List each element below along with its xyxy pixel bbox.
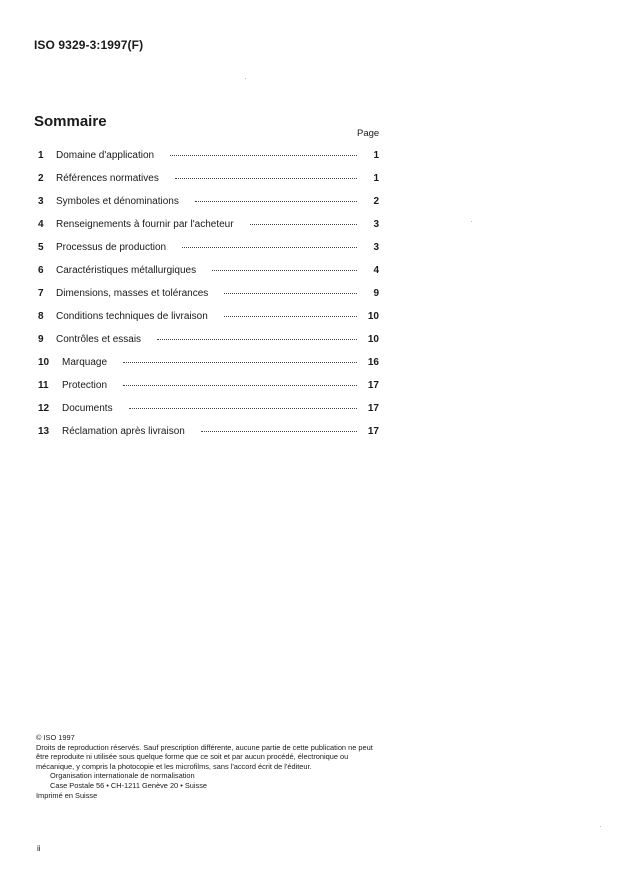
toc-entry-label: Contrôles et essais (56, 334, 142, 345)
toc-entry[interactable] (38, 173, 379, 196)
dot-leader (129, 408, 357, 409)
dot-leader (123, 362, 357, 363)
toc-entry[interactable] (38, 242, 379, 265)
toc-entry-number: 4 (38, 219, 44, 230)
toc-entry-number: 5 (38, 242, 44, 253)
toc-entry-page: 1 (373, 150, 379, 161)
toc-entry[interactable] (38, 380, 379, 403)
toc-entry-label: Domaine d'application (56, 150, 155, 161)
toc-entry-number: 11 (38, 380, 49, 391)
toc-entry-page: 17 (367, 403, 379, 414)
toc-entry[interactable] (38, 219, 379, 242)
toc-entry-page: 3 (373, 219, 379, 230)
copyright-notice: Droits de reproduction réservés. Sauf prescription différente, aucune partie de cette publication ne peut être reproduite ni utilisée sous quelque forme que ce soit et par aucun procédé, électronique ou mécanique, y compris la photocopie et les microfilms, sans l'accord écrit de l'éditeur. (36, 742, 373, 771)
printed-in: Imprimé en Suisse (36, 790, 98, 800)
toc-entry-label: Documents (62, 403, 113, 414)
toc-entry-page: 4 (373, 265, 379, 276)
dot-leader (182, 247, 357, 248)
dot-leader (224, 316, 357, 317)
dot-leader (250, 224, 357, 225)
toc-entry-page: 3 (373, 242, 379, 253)
dot-leader (170, 155, 357, 156)
toc-entry[interactable] (38, 357, 379, 380)
toc-entry[interactable] (38, 196, 379, 219)
toc-entry-page: 10 (367, 311, 379, 322)
toc-entry[interactable] (38, 150, 379, 173)
toc-entry[interactable] (38, 403, 379, 426)
dot-leader (175, 178, 357, 179)
toc-entry-page: 2 (373, 196, 379, 207)
toc-entry-label: Références normatives (56, 173, 159, 184)
copyright-line: © ISO 1997 (36, 733, 75, 742)
toc-entry-number: 12 (38, 403, 50, 414)
toc-entry[interactable] (38, 311, 379, 334)
document-id: ISO 9329-3:1997(F) (34, 38, 144, 52)
table-of-contents (38, 150, 379, 449)
copyright-block (36, 733, 382, 800)
toc-entry-number: 8 (38, 311, 44, 322)
scan-speck (600, 826, 601, 827)
toc-entry-page: 9 (373, 288, 379, 299)
toc-entry-number: 10 (38, 357, 50, 368)
toc-entry-label: Renseignements à fournir par l'acheteur (56, 219, 234, 230)
dot-leader (224, 293, 357, 294)
toc-entry-label: Caractéristiques métallurgiques (56, 265, 197, 276)
toc-entry-number: 9 (38, 334, 44, 345)
toc-entry-number: 3 (38, 196, 44, 207)
toc-entry-number: 7 (38, 288, 44, 299)
organization-address: Case Postale 56 • CH-1211 Genève 20 • Suisse (50, 780, 208, 790)
scan-speck (471, 221, 472, 222)
toc-entry-label: Protection (62, 380, 108, 391)
toc-entry[interactable] (38, 288, 379, 311)
toc-entry-label: Marquage (62, 357, 108, 368)
dot-leader (212, 270, 357, 271)
toc-entry-label: Réclamation après livraison (62, 426, 185, 437)
toc-entry-page: 17 (367, 380, 379, 391)
toc-entry-page: 16 (367, 357, 379, 368)
toc-entry[interactable] (38, 265, 379, 288)
toc-entry-number: 6 (38, 265, 44, 276)
toc-entry-page: 1 (373, 173, 379, 184)
toc-entry-page: 10 (367, 334, 379, 345)
toc-entry-page: 17 (367, 426, 379, 437)
dot-leader (201, 431, 357, 432)
organization-name: Organisation internationale de normalisation (50, 771, 195, 781)
scan-speck (245, 78, 246, 79)
toc-entry-number: 1 (38, 150, 44, 161)
page-column-label: Page (357, 128, 380, 139)
toc-entry-label: Dimensions, masses et tolérances (56, 288, 209, 299)
toc-entry-label: Processus de production (56, 242, 167, 253)
toc-entry[interactable] (38, 426, 379, 449)
dot-leader (195, 201, 357, 202)
toc-entry-number: 13 (38, 426, 50, 437)
toc-entry-number: 2 (38, 173, 44, 184)
page-title: Sommaire (34, 113, 107, 130)
toc-entry-label: Symboles et dénominations (56, 196, 179, 207)
toc-entry[interactable] (38, 334, 379, 357)
toc-entry-label: Conditions techniques de livraison (56, 311, 208, 322)
dot-leader (157, 339, 357, 340)
page-number: ii (37, 844, 41, 853)
dot-leader (123, 385, 357, 386)
